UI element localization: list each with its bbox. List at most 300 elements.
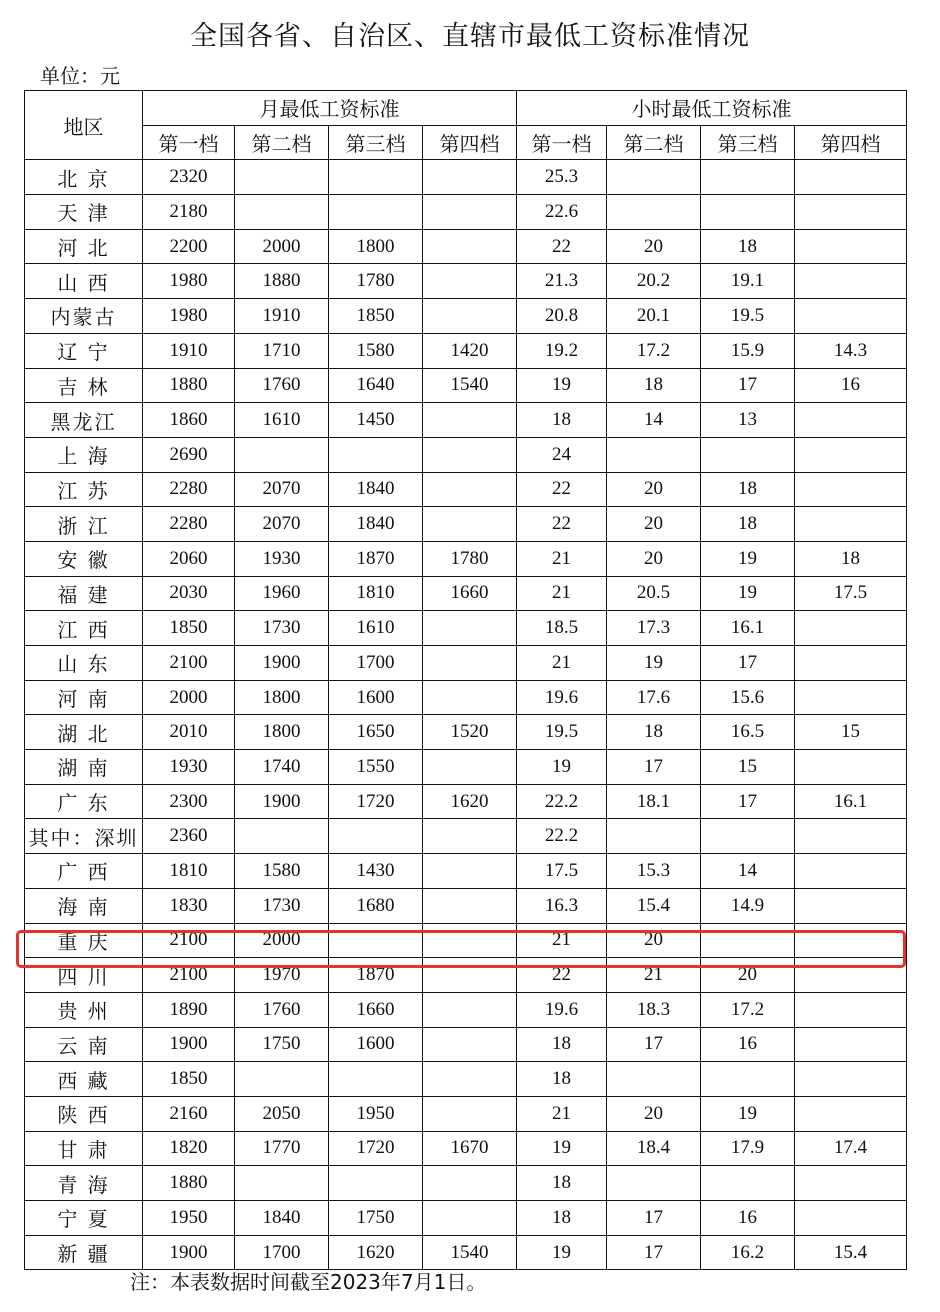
monthly-tier-3-cell: 1700 <box>329 646 423 681</box>
monthly-tier-2-cell: 1800 <box>235 715 329 750</box>
monthly-tier-3-cell: 1720 <box>329 784 423 819</box>
region-cell: 西 藏 <box>25 1062 143 1097</box>
region-cell: 甘 肃 <box>25 1131 143 1166</box>
monthly-tier-4-cell <box>423 229 517 264</box>
monthly-tier-4-cell <box>423 819 517 854</box>
monthly-tier-4-cell <box>423 1062 517 1097</box>
monthly-tier-4-cell <box>423 750 517 785</box>
hourly-tier-4-cell <box>795 1201 907 1236</box>
hourly-tier-1-cell: 21 <box>517 541 607 576</box>
table-row <box>25 750 907 785</box>
header-row-top <box>25 91 907 126</box>
monthly-tier-4-cell: 1670 <box>423 1131 517 1166</box>
hourly-tier-1-cell: 22.2 <box>517 784 607 819</box>
monthly-tier-1-cell: 2100 <box>143 646 235 681</box>
monthly-tier-1-cell: 2200 <box>143 229 235 264</box>
monthly-tier-2-cell <box>235 1166 329 1201</box>
hourly-tier-2-cell: 18.4 <box>607 1131 701 1166</box>
hourly-tier-2-cell: 17 <box>607 1027 701 1062</box>
hourly-tier-2-cell <box>607 819 701 854</box>
table-row <box>25 1062 907 1097</box>
monthly-tier-2-cell: 1730 <box>235 611 329 646</box>
monthly-tier-1-cell: 1850 <box>143 1062 235 1097</box>
hourly-tier-1-cell: 18 <box>517 1201 607 1236</box>
region-cell: 海 南 <box>25 888 143 923</box>
table-row <box>25 229 907 264</box>
monthly-tier-4-cell <box>423 1166 517 1201</box>
region-cell: 宁 夏 <box>25 1201 143 1236</box>
region-cell: 福 建 <box>25 576 143 611</box>
hourly-tier-3-cell: 16 <box>701 1201 795 1236</box>
hourly-tier-3-cell: 13 <box>701 403 795 438</box>
monthly-tier-2-cell: 2070 <box>235 472 329 507</box>
hourly-tier-2-cell <box>607 1166 701 1201</box>
monthly-tier-4-cell <box>423 264 517 299</box>
hourly-tier-4-cell: 15.4 <box>795 1235 907 1270</box>
header-monthly-tier-2: 第二档 <box>235 125 329 160</box>
monthly-tier-1-cell: 2000 <box>143 680 235 715</box>
table-row <box>25 576 907 611</box>
monthly-tier-3-cell: 1810 <box>329 576 423 611</box>
hourly-tier-2-cell: 17 <box>607 750 701 785</box>
monthly-tier-4-cell <box>423 299 517 334</box>
hourly-tier-4-cell <box>795 680 907 715</box>
monthly-tier-2-cell: 1900 <box>235 784 329 819</box>
monthly-tier-1-cell: 2690 <box>143 437 235 472</box>
monthly-tier-4-cell: 1660 <box>423 576 517 611</box>
monthly-tier-2-cell: 2000 <box>235 923 329 958</box>
hourly-tier-1-cell: 22 <box>517 958 607 993</box>
table-row <box>25 507 907 542</box>
monthly-tier-4-cell: 1780 <box>423 541 517 576</box>
monthly-tier-2-cell: 2050 <box>235 1096 329 1131</box>
table-row <box>25 403 907 438</box>
hourly-tier-1-cell: 22 <box>517 472 607 507</box>
wage-table <box>24 90 907 1270</box>
monthly-tier-1-cell: 2160 <box>143 1096 235 1131</box>
hourly-tier-4-cell: 17.5 <box>795 576 907 611</box>
table-row <box>25 854 907 889</box>
hourly-tier-2-cell <box>607 437 701 472</box>
monthly-tier-1-cell: 2280 <box>143 472 235 507</box>
hourly-tier-4-cell <box>795 750 907 785</box>
monthly-tier-3-cell: 1660 <box>329 992 423 1027</box>
region-cell: 四 川 <box>25 958 143 993</box>
monthly-tier-4-cell <box>423 680 517 715</box>
table-row <box>25 715 907 750</box>
table-row <box>25 680 907 715</box>
region-cell: 广 东 <box>25 784 143 819</box>
monthly-tier-2-cell: 1880 <box>235 264 329 299</box>
hourly-tier-1-cell: 16.3 <box>517 888 607 923</box>
header-hourly-tier-3: 第三档 <box>701 125 795 160</box>
region-cell: 河 南 <box>25 680 143 715</box>
monthly-tier-4-cell: 1420 <box>423 333 517 368</box>
monthly-tier-1-cell: 1860 <box>143 403 235 438</box>
hourly-tier-1-cell: 21 <box>517 576 607 611</box>
hourly-tier-1-cell: 19 <box>517 1131 607 1166</box>
table-row <box>25 437 907 472</box>
monthly-tier-3-cell: 1580 <box>329 333 423 368</box>
hourly-tier-3-cell: 17 <box>701 368 795 403</box>
table-row <box>25 160 907 195</box>
monthly-tier-2-cell <box>235 437 329 472</box>
hourly-tier-2-cell: 18.3 <box>607 992 701 1027</box>
monthly-tier-2-cell: 1930 <box>235 541 329 576</box>
hourly-tier-4-cell <box>795 992 907 1027</box>
hourly-tier-3-cell: 20 <box>701 958 795 993</box>
monthly-tier-4-cell <box>423 611 517 646</box>
monthly-tier-2-cell: 1760 <box>235 368 329 403</box>
monthly-tier-2-cell: 2000 <box>235 229 329 264</box>
monthly-tier-1-cell: 1980 <box>143 264 235 299</box>
monthly-tier-3-cell: 1430 <box>329 854 423 889</box>
monthly-tier-3-cell: 1720 <box>329 1131 423 1166</box>
region-cell: 安 徽 <box>25 541 143 576</box>
table-row <box>25 299 907 334</box>
hourly-tier-4-cell <box>795 264 907 299</box>
table-row <box>25 541 907 576</box>
hourly-tier-1-cell: 18.5 <box>517 611 607 646</box>
monthly-tier-2-cell <box>235 195 329 230</box>
region-cell: 湖 南 <box>25 750 143 785</box>
hourly-tier-3-cell: 16.2 <box>701 1235 795 1270</box>
monthly-tier-4-cell <box>423 888 517 923</box>
table-row <box>25 611 907 646</box>
monthly-tier-3-cell: 1850 <box>329 299 423 334</box>
hourly-tier-3-cell: 17.9 <box>701 1131 795 1166</box>
table-row <box>25 195 907 230</box>
monthly-tier-3-cell: 1950 <box>329 1096 423 1131</box>
monthly-tier-4-cell <box>423 646 517 681</box>
hourly-tier-2-cell <box>607 195 701 230</box>
hourly-tier-3-cell: 14 <box>701 854 795 889</box>
hourly-tier-2-cell: 18.1 <box>607 784 701 819</box>
hourly-tier-2-cell: 18 <box>607 715 701 750</box>
monthly-tier-1-cell: 2010 <box>143 715 235 750</box>
monthly-tier-4-cell <box>423 1027 517 1062</box>
table-row <box>25 888 907 923</box>
hourly-tier-1-cell: 21 <box>517 646 607 681</box>
monthly-tier-2-cell: 1730 <box>235 888 329 923</box>
hourly-tier-1-cell: 20.8 <box>517 299 607 334</box>
header-hourly-tier-4: 第四档 <box>795 125 907 160</box>
hourly-tier-3-cell: 19 <box>701 541 795 576</box>
hourly-tier-1-cell: 22.6 <box>517 195 607 230</box>
header-region: 地区 <box>25 91 143 160</box>
table-header <box>25 91 907 160</box>
hourly-tier-3-cell: 16.5 <box>701 715 795 750</box>
hourly-tier-3-cell: 19 <box>701 1096 795 1131</box>
hourly-tier-3-cell <box>701 1166 795 1201</box>
table-row <box>25 264 907 299</box>
monthly-tier-4-cell: 1540 <box>423 1235 517 1270</box>
monthly-tier-4-cell <box>423 195 517 230</box>
hourly-tier-1-cell: 21 <box>517 923 607 958</box>
monthly-tier-1-cell: 2180 <box>143 195 235 230</box>
region-cell: 青 海 <box>25 1166 143 1201</box>
hourly-tier-3-cell: 17.2 <box>701 992 795 1027</box>
header-row-tiers <box>25 125 907 160</box>
monthly-tier-2-cell <box>235 160 329 195</box>
monthly-tier-2-cell: 2070 <box>235 507 329 542</box>
table-row <box>25 819 907 854</box>
region-cell: 黑龙江 <box>25 403 143 438</box>
region-cell: 北 京 <box>25 160 143 195</box>
table-row <box>25 1131 907 1166</box>
hourly-tier-4-cell <box>795 1166 907 1201</box>
monthly-tier-1-cell: 1880 <box>143 1166 235 1201</box>
monthly-tier-3-cell <box>329 437 423 472</box>
hourly-tier-1-cell: 21 <box>517 1096 607 1131</box>
monthly-tier-4-cell <box>423 437 517 472</box>
monthly-tier-2-cell: 1970 <box>235 958 329 993</box>
region-cell: 河 北 <box>25 229 143 264</box>
hourly-tier-2-cell: 20 <box>607 541 701 576</box>
highlight-box-sichuan <box>16 930 906 968</box>
monthly-tier-2-cell: 1740 <box>235 750 329 785</box>
hourly-tier-2-cell: 15.4 <box>607 888 701 923</box>
hourly-tier-1-cell: 17.5 <box>517 854 607 889</box>
region-cell: 山 东 <box>25 646 143 681</box>
hourly-tier-2-cell: 14 <box>607 403 701 438</box>
monthly-tier-2-cell: 1770 <box>235 1131 329 1166</box>
region-cell: 广 西 <box>25 854 143 889</box>
monthly-tier-1-cell: 2360 <box>143 819 235 854</box>
region-cell: 浙 江 <box>25 507 143 542</box>
hourly-tier-2-cell: 20.1 <box>607 299 701 334</box>
monthly-tier-2-cell <box>235 819 329 854</box>
hourly-tier-1-cell: 19 <box>517 368 607 403</box>
region-cell: 贵 州 <box>25 992 143 1027</box>
hourly-tier-4-cell <box>795 472 907 507</box>
hourly-tier-4-cell: 18 <box>795 541 907 576</box>
hourly-tier-3-cell: 16.1 <box>701 611 795 646</box>
monthly-tier-1-cell: 1830 <box>143 888 235 923</box>
monthly-tier-3-cell: 1600 <box>329 680 423 715</box>
hourly-tier-3-cell: 16 <box>701 1027 795 1062</box>
hourly-tier-4-cell <box>795 160 907 195</box>
hourly-tier-1-cell: 19.2 <box>517 333 607 368</box>
hourly-tier-4-cell <box>795 819 907 854</box>
monthly-tier-3-cell: 1870 <box>329 541 423 576</box>
region-cell: 其中：深圳 <box>25 819 143 854</box>
monthly-tier-1-cell: 2280 <box>143 507 235 542</box>
hourly-tier-1-cell: 21.3 <box>517 264 607 299</box>
unit-label: 单位：元 <box>40 64 120 88</box>
hourly-tier-2-cell: 19 <box>607 646 701 681</box>
hourly-tier-2-cell <box>607 160 701 195</box>
monthly-tier-4-cell <box>423 403 517 438</box>
hourly-tier-3-cell: 17 <box>701 646 795 681</box>
table-row <box>25 784 907 819</box>
hourly-tier-4-cell: 17.4 <box>795 1131 907 1166</box>
monthly-tier-3-cell <box>329 195 423 230</box>
hourly-tier-3-cell <box>701 437 795 472</box>
hourly-tier-4-cell <box>795 437 907 472</box>
hourly-tier-4-cell <box>795 1096 907 1131</box>
hourly-tier-3-cell: 15.6 <box>701 680 795 715</box>
monthly-tier-2-cell: 1800 <box>235 680 329 715</box>
hourly-tier-3-cell: 17 <box>701 784 795 819</box>
region-cell: 重 庆 <box>25 923 143 958</box>
monthly-tier-3-cell: 1780 <box>329 264 423 299</box>
monthly-tier-4-cell <box>423 472 517 507</box>
monthly-tier-3-cell: 1600 <box>329 1027 423 1062</box>
hourly-tier-1-cell: 18 <box>517 1062 607 1097</box>
hourly-tier-1-cell: 18 <box>517 403 607 438</box>
region-cell: 云 南 <box>25 1027 143 1062</box>
table-row <box>25 646 907 681</box>
monthly-tier-2-cell: 1760 <box>235 992 329 1027</box>
monthly-tier-3-cell: 1640 <box>329 368 423 403</box>
region-cell: 江 西 <box>25 611 143 646</box>
monthly-tier-1-cell: 1910 <box>143 333 235 368</box>
monthly-tier-3-cell: 1620 <box>329 1235 423 1270</box>
wage-table-container <box>24 90 906 1267</box>
hourly-tier-3-cell <box>701 195 795 230</box>
region-cell: 湖 北 <box>25 715 143 750</box>
hourly-tier-3-cell <box>701 1062 795 1097</box>
monthly-tier-1-cell: 1900 <box>143 1235 235 1270</box>
table-row <box>25 992 907 1027</box>
region-cell: 内蒙古 <box>25 299 143 334</box>
table-row <box>25 1235 907 1270</box>
monthly-tier-4-cell <box>423 854 517 889</box>
hourly-tier-4-cell <box>795 195 907 230</box>
monthly-tier-1-cell: 1850 <box>143 611 235 646</box>
monthly-tier-1-cell: 2320 <box>143 160 235 195</box>
hourly-tier-4-cell <box>795 854 907 889</box>
hourly-tier-3-cell: 14.9 <box>701 888 795 923</box>
header-hourly-tier-2: 第二档 <box>607 125 701 160</box>
monthly-tier-3-cell <box>329 160 423 195</box>
monthly-tier-2-cell <box>235 1062 329 1097</box>
region-cell: 辽 宁 <box>25 333 143 368</box>
monthly-tier-2-cell: 1750 <box>235 1027 329 1062</box>
hourly-tier-4-cell <box>795 229 907 264</box>
hourly-tier-2-cell: 20 <box>607 229 701 264</box>
hourly-tier-3-cell: 19 <box>701 576 795 611</box>
monthly-tier-3-cell: 1840 <box>329 472 423 507</box>
table-row <box>25 333 907 368</box>
monthly-tier-3-cell <box>329 1062 423 1097</box>
region-cell: 吉 林 <box>25 368 143 403</box>
hourly-tier-2-cell: 20 <box>607 923 701 958</box>
header-hourly-tier-1: 第一档 <box>517 125 607 160</box>
hourly-tier-4-cell: 16 <box>795 368 907 403</box>
hourly-tier-2-cell: 20 <box>607 507 701 542</box>
hourly-tier-3-cell <box>701 160 795 195</box>
hourly-tier-2-cell: 21 <box>607 958 701 993</box>
hourly-tier-3-cell: 18 <box>701 229 795 264</box>
monthly-tier-1-cell: 1950 <box>143 1201 235 1236</box>
monthly-tier-2-cell: 1580 <box>235 854 329 889</box>
hourly-tier-2-cell: 15.3 <box>607 854 701 889</box>
hourly-tier-4-cell <box>795 299 907 334</box>
footnote: 注：本表数据时间截至2023年7月1日。 <box>130 1270 487 1294</box>
monthly-tier-4-cell <box>423 160 517 195</box>
hourly-tier-1-cell: 22 <box>517 229 607 264</box>
monthly-tier-4-cell <box>423 992 517 1027</box>
monthly-tier-1-cell: 1890 <box>143 992 235 1027</box>
table-row <box>25 472 907 507</box>
hourly-tier-1-cell: 19.6 <box>517 992 607 1027</box>
header-monthly: 月最低工资标准 <box>143 91 517 126</box>
page-title: 全国各省、自治区、直辖市最低工资标准情况 <box>190 21 750 52</box>
region-cell: 天 津 <box>25 195 143 230</box>
header-monthly-tier-4: 第四档 <box>423 125 517 160</box>
monthly-tier-4-cell: 1620 <box>423 784 517 819</box>
hourly-tier-1-cell: 19.6 <box>517 680 607 715</box>
monthly-tier-1-cell: 2100 <box>143 923 235 958</box>
region-cell: 上 海 <box>25 437 143 472</box>
hourly-tier-3-cell: 19.5 <box>701 299 795 334</box>
table-row <box>25 1166 907 1201</box>
monthly-tier-1-cell: 1900 <box>143 1027 235 1062</box>
region-cell: 山 西 <box>25 264 143 299</box>
table-row <box>25 1201 907 1236</box>
hourly-tier-3-cell: 18 <box>701 472 795 507</box>
monthly-tier-1-cell: 1810 <box>143 854 235 889</box>
monthly-tier-3-cell: 1650 <box>329 715 423 750</box>
monthly-tier-3-cell: 1450 <box>329 403 423 438</box>
hourly-tier-4-cell <box>795 507 907 542</box>
monthly-tier-3-cell: 1680 <box>329 888 423 923</box>
hourly-tier-2-cell: 17.3 <box>607 611 701 646</box>
hourly-tier-1-cell: 18 <box>517 1027 607 1062</box>
hourly-tier-1-cell: 22 <box>517 507 607 542</box>
monthly-tier-3-cell: 1550 <box>329 750 423 785</box>
hourly-tier-1-cell: 25.3 <box>517 160 607 195</box>
hourly-tier-1-cell: 19 <box>517 750 607 785</box>
monthly-tier-4-cell: 1540 <box>423 368 517 403</box>
monthly-tier-1-cell: 1980 <box>143 299 235 334</box>
hourly-tier-1-cell: 19.5 <box>517 715 607 750</box>
table-body <box>25 160 907 1270</box>
hourly-tier-4-cell: 15 <box>795 715 907 750</box>
monthly-tier-2-cell: 1700 <box>235 1235 329 1270</box>
hourly-tier-4-cell <box>795 611 907 646</box>
monthly-tier-2-cell: 1840 <box>235 1201 329 1236</box>
region-cell: 陕 西 <box>25 1096 143 1131</box>
hourly-tier-4-cell <box>795 1062 907 1097</box>
monthly-tier-3-cell: 1610 <box>329 611 423 646</box>
hourly-tier-3-cell: 15 <box>701 750 795 785</box>
table-row <box>25 1027 907 1062</box>
hourly-tier-4-cell <box>795 646 907 681</box>
monthly-tier-3-cell: 1750 <box>329 1201 423 1236</box>
hourly-tier-4-cell <box>795 888 907 923</box>
monthly-tier-1-cell: 1930 <box>143 750 235 785</box>
monthly-tier-2-cell: 1910 <box>235 299 329 334</box>
monthly-tier-4-cell <box>423 1201 517 1236</box>
header-monthly-tier-1: 第一档 <box>143 125 235 160</box>
monthly-tier-4-cell: 1520 <box>423 715 517 750</box>
hourly-tier-4-cell: 16.1 <box>795 784 907 819</box>
region-cell: 新 疆 <box>25 1235 143 1270</box>
monthly-tier-3-cell: 1800 <box>329 229 423 264</box>
hourly-tier-2-cell: 17.6 <box>607 680 701 715</box>
monthly-tier-1-cell: 2030 <box>143 576 235 611</box>
hourly-tier-3-cell: 15.9 <box>701 333 795 368</box>
monthly-tier-1-cell: 1820 <box>143 1131 235 1166</box>
monthly-tier-3-cell <box>329 819 423 854</box>
hourly-tier-2-cell: 20 <box>607 472 701 507</box>
hourly-tier-1-cell: 22.2 <box>517 819 607 854</box>
hourly-tier-2-cell: 20 <box>607 1096 701 1131</box>
hourly-tier-3-cell: 18 <box>701 507 795 542</box>
